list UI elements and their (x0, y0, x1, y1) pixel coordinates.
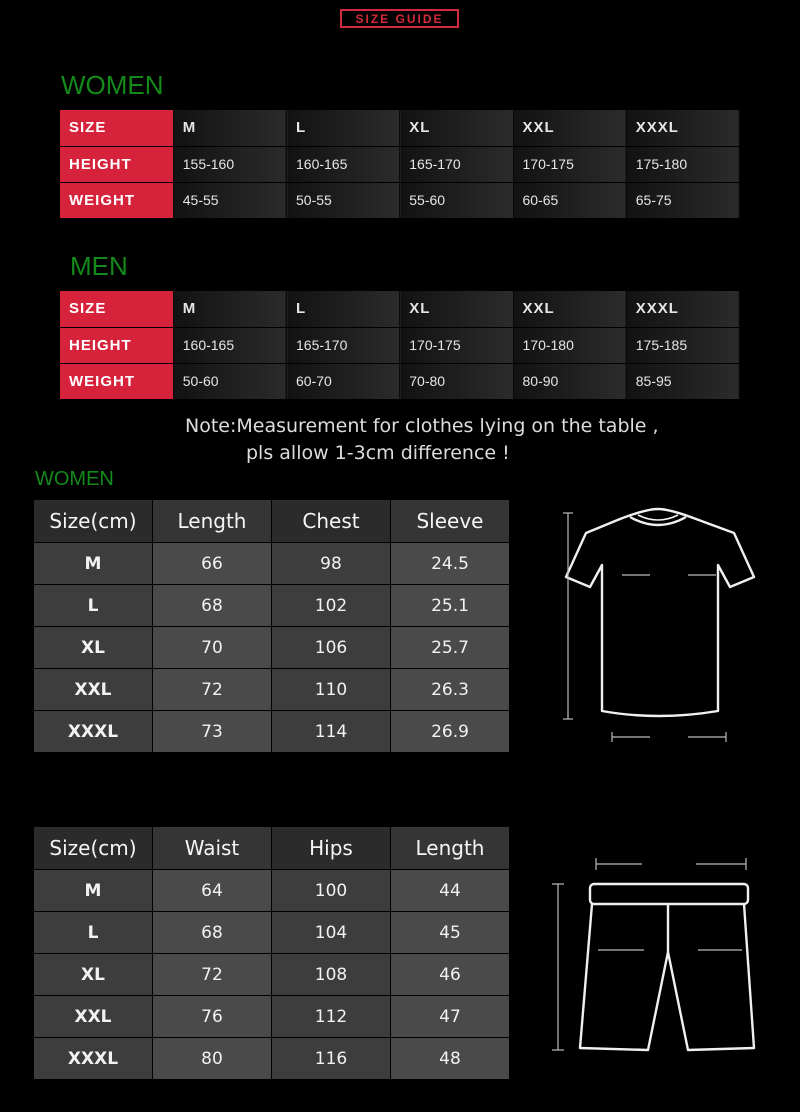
table-cell: XL (34, 954, 152, 995)
column-header: Length (153, 500, 271, 542)
table-cell: 60-70 (287, 363, 400, 399)
table-cell: 68 (153, 585, 271, 626)
column-header: Chest (272, 500, 390, 542)
table-cell: 170-180 (513, 327, 626, 363)
table-cell: 50-55 (287, 182, 400, 218)
table-cell: 45-55 (173, 182, 286, 218)
measurement-note-line2: pls allow 1-3cm difference ! (246, 442, 510, 464)
table-cell: M (34, 543, 152, 584)
table-cell: 66 (153, 543, 271, 584)
column-header: Size(cm) (34, 827, 152, 869)
table-cell: XXXL (626, 291, 739, 327)
row-label: WEIGHT (60, 182, 173, 218)
table-row (34, 996, 509, 1037)
table-cell: 46 (391, 954, 509, 995)
table-cell: 175-185 (626, 327, 739, 363)
table-row (34, 870, 509, 911)
table-row (60, 146, 740, 182)
table-cell: 104 (272, 912, 390, 953)
table-cell: 100 (272, 870, 390, 911)
tshirt-diagram-icon (550, 505, 765, 750)
column-header: Hips (272, 827, 390, 869)
table-row (34, 954, 509, 995)
table-cell: 44 (391, 870, 509, 911)
row-label: SIZE (60, 291, 173, 327)
table-cell: 26.9 (391, 711, 509, 752)
table-cell: XXL (34, 669, 152, 710)
table-cell: 175-180 (626, 146, 739, 182)
table-row (34, 1038, 509, 1079)
women-size-table (60, 110, 740, 219)
table-cell: L (287, 291, 400, 327)
table-cell: 98 (272, 543, 390, 584)
table-cell: 72 (153, 669, 271, 710)
table-cell: 106 (272, 627, 390, 668)
table-cell: 25.7 (391, 627, 509, 668)
table-cell: L (287, 110, 400, 146)
size-guide-badge: SIZE GUIDE (340, 9, 459, 28)
table-cell: 45 (391, 912, 509, 953)
column-header: Size(cm) (34, 500, 152, 542)
table-cell: 102 (272, 585, 390, 626)
table-row (60, 327, 740, 363)
table-cell: 116 (272, 1038, 390, 1079)
table-cell: XXXL (626, 110, 739, 146)
table-cell: 80 (153, 1038, 271, 1079)
table-row (60, 363, 740, 399)
column-header: Length (391, 827, 509, 869)
table-cell: 70-80 (400, 363, 513, 399)
table-cell: 76 (153, 996, 271, 1037)
table-cell: 110 (272, 669, 390, 710)
measurement-note-line1: Note:Measurement for clothes lying on the table , (185, 415, 659, 437)
table-row (34, 711, 509, 752)
table-row (34, 585, 509, 626)
table-cell: 165-170 (400, 146, 513, 182)
column-header: Sleeve (391, 500, 509, 542)
table-row (60, 182, 740, 218)
table-cell: 85-95 (626, 363, 739, 399)
table-cell: M (34, 870, 152, 911)
shirt-measure-table (33, 499, 510, 753)
table-cell: 60-65 (513, 182, 626, 218)
table-row (34, 627, 509, 668)
table-cell: M (173, 291, 286, 327)
table-cell: M (173, 110, 286, 146)
table-cell: 24.5 (391, 543, 509, 584)
women-section-title: WOMEN (61, 70, 164, 100)
table-cell: 55-60 (400, 182, 513, 218)
table-row (34, 543, 509, 584)
table-cell: 160-165 (173, 327, 286, 363)
row-label: SIZE (60, 110, 173, 146)
table-cell: 165-170 (287, 327, 400, 363)
table-row (60, 110, 740, 146)
table-cell: 50-60 (173, 363, 286, 399)
table-cell: L (34, 912, 152, 953)
table-row (60, 291, 740, 327)
table-cell: 112 (272, 996, 390, 1037)
table-header-row (34, 827, 509, 869)
women-measure-title: WOMEN (35, 468, 114, 490)
table-cell: XL (400, 291, 513, 327)
table-row (34, 912, 509, 953)
table-row (34, 669, 509, 710)
table-cell: 114 (272, 711, 390, 752)
table-cell: 72 (153, 954, 271, 995)
table-cell: 70 (153, 627, 271, 668)
table-cell: 65-75 (626, 182, 739, 218)
table-cell: XXXL (34, 711, 152, 752)
table-cell: 155-160 (173, 146, 286, 182)
table-header-row (34, 500, 509, 542)
shorts-measure-table (33, 826, 510, 1080)
table-cell: 26.3 (391, 669, 509, 710)
table-cell: 73 (153, 711, 271, 752)
table-cell: 64 (153, 870, 271, 911)
table-cell: XL (34, 627, 152, 668)
column-header: Waist (153, 827, 271, 869)
table-cell: XL (400, 110, 513, 146)
table-cell: 80-90 (513, 363, 626, 399)
table-cell: XXL (513, 110, 626, 146)
table-cell: 170-175 (400, 327, 513, 363)
table-cell: 48 (391, 1038, 509, 1079)
men-section-title: MEN (70, 251, 128, 281)
table-cell: 25.1 (391, 585, 509, 626)
table-cell: 68 (153, 912, 271, 953)
table-cell: XXXL (34, 1038, 152, 1079)
table-cell: XXL (34, 996, 152, 1037)
row-label: WEIGHT (60, 363, 173, 399)
table-cell: 160-165 (287, 146, 400, 182)
table-cell: 47 (391, 996, 509, 1037)
table-cell: 170-175 (513, 146, 626, 182)
men-size-table (60, 291, 740, 400)
table-cell: 108 (272, 954, 390, 995)
row-label: HEIGHT (60, 146, 173, 182)
table-cell: L (34, 585, 152, 626)
table-cell: XXL (513, 291, 626, 327)
shorts-diagram-icon (540, 852, 760, 1057)
row-label: HEIGHT (60, 327, 173, 363)
